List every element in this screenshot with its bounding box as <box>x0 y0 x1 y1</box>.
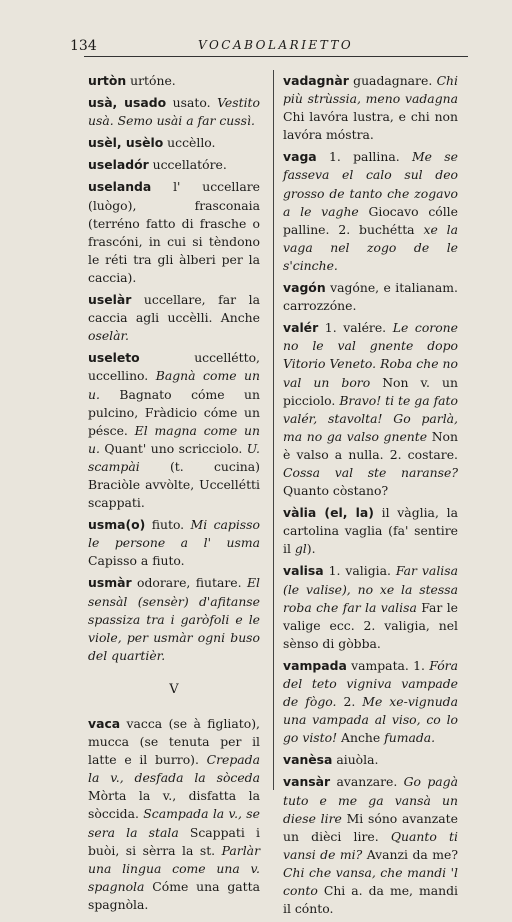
definition-text: Bagnato cóme un pulcino, Fràdicio cóme un pésce. <box>88 386 260 438</box>
example-text: Far valisa (le valise), no xe la stessa roba che far la valisa <box>283 563 458 615</box>
dictionary-entry <box>283 773 458 918</box>
headword: vagón <box>283 280 326 296</box>
dictionary-entry <box>88 72 260 90</box>
headword: urtòn <box>88 73 127 88</box>
dictionary-entry <box>88 349 260 512</box>
definition-text: odorare, fiutare. <box>131 575 247 591</box>
dictionary-entry <box>283 279 458 315</box>
example-text: gl <box>294 541 307 557</box>
dictionary-entry <box>88 291 260 345</box>
left-v-entries <box>88 715 260 914</box>
example-text: Me xe-vignuda una vampada al viso, co lo go visto! <box>283 694 458 746</box>
definition-text: 1. valére. <box>318 320 393 336</box>
dictionary-entry <box>88 134 260 152</box>
definition-text: Non è valso a nulla. 2. costare. <box>283 428 458 462</box>
headword: uselàr <box>88 292 132 308</box>
example-text: U. scampài <box>88 440 260 474</box>
headword: vansàr <box>283 774 331 790</box>
definition-text: Giocavo cólle palline. 2. buchétta <box>283 203 458 237</box>
example-text: Le corone no le val gnente dopo Vitorio Veneto. Roba che no val un boro <box>283 320 458 390</box>
definition-text: Avanzi da me? <box>362 846 458 862</box>
definition-text: vagóne, e italianam. carrozzóne. <box>283 280 458 314</box>
definition-text: avanzare. <box>330 774 404 790</box>
definition-text: uccellare, far la caccia agli uccèlli. Anche <box>88 292 260 326</box>
dictionary-entry <box>88 94 260 130</box>
example-text: El magna come un u. <box>88 422 260 456</box>
right-column <box>283 72 458 922</box>
example-text: Parlàr una lingua come una v. spagnola <box>88 842 260 894</box>
headword: usèl, usèlo <box>88 135 164 151</box>
definition-text: vampata. 1. <box>346 657 430 673</box>
headword: useladór <box>88 157 149 173</box>
headword: valér <box>283 320 319 336</box>
header-rule <box>84 56 468 57</box>
example-text: Chi più strùssia, meno vadagna <box>283 73 458 107</box>
headword: vaca <box>88 716 121 731</box>
right-entries <box>283 72 458 918</box>
example-text: Bravo! ti te ga fato valér, stavolta! Go parlà, ma no ga valso gnente <box>283 392 458 444</box>
example-text: xe la vaga nel zogo de le s'cinche. <box>283 221 459 273</box>
dictionary-entry <box>88 156 260 174</box>
definition-text: uccellatóre. <box>148 157 227 173</box>
definition-text: Capisso a fiuto. <box>88 553 185 569</box>
headword: usma(o) <box>88 517 146 533</box>
dictionary-entry <box>88 516 260 570</box>
dictionary-entry <box>283 504 458 558</box>
example-text: Go pagà tuto e me ga vansà un diese lire <box>283 774 458 826</box>
example-text: Fóra del teto vigniva vampade de fògo. <box>283 657 458 710</box>
definition-text: 2. <box>336 694 363 710</box>
example-text: Me se fasseva el calo sul deo grosso de tanto che zogavo a le vaghe <box>283 149 458 219</box>
dictionary-entry <box>283 657 458 747</box>
dictionary-entry <box>283 72 458 144</box>
definition-text: ). <box>306 541 316 557</box>
definition-text: Mi sóno avanzate un dièci lire. <box>283 810 458 844</box>
headword: vaga <box>283 149 317 165</box>
page-number: 134 <box>70 38 97 54</box>
example-text: Vestito usà. Semo usài a far cussì. <box>88 95 260 129</box>
headword: vanèsa <box>283 752 333 768</box>
definition-text: fiuto. <box>145 517 191 533</box>
column-divider <box>273 70 274 790</box>
example-text: Chi che vansa, che mandi 'l conto <box>283 864 458 899</box>
definition-text: (t. cucina) Braciòle avvòlte, Uccellétti scappati. <box>88 458 260 511</box>
definition-text: Scappati i buòi, si sèrra la st. <box>88 824 260 858</box>
headword: valisa <box>283 563 324 579</box>
running-title: VOCABOLARIETTO <box>198 38 354 52</box>
example-text: Bagnà come un u. <box>88 368 260 402</box>
definition-text: Quant' uno scricciolo. <box>99 440 247 456</box>
definition-text: 1. valigia. <box>323 563 396 579</box>
definition-text: uccellétto, uccellino. <box>88 350 260 384</box>
definition-text: uccèllo. <box>163 135 216 151</box>
definition-text: urtóne. <box>126 73 176 88</box>
definition-text: Far le valige ecc. 2. valigia, nel sènso di gòbba. <box>283 599 458 651</box>
definition-text: guadagnare. <box>348 73 437 88</box>
definition-text: Mòrta la v., disfatta la sòccida. <box>88 788 260 822</box>
left-column <box>88 72 260 918</box>
headword: vadagnàr <box>283 73 349 88</box>
definition-text: vacca (se à figliato), mucca (se tenuta per il latte e il burro). <box>88 716 260 768</box>
dictionary-entry <box>283 751 458 769</box>
headword: vampada <box>283 657 347 673</box>
example-text: fumada. <box>384 730 436 746</box>
headword: useleto <box>88 350 140 366</box>
example-text: El sensàl (sensèr) d'afitanse spassiza tra i garòfoli e le viole, per usmàr ogni buso del quartièr. <box>88 575 260 663</box>
example-text: Crepada la v., desfada la sòceda <box>88 752 260 786</box>
dictionary-entry <box>283 319 458 500</box>
example-text: Mi capisso le persone a l' usma <box>88 517 260 551</box>
section-letter: V <box>169 681 179 697</box>
example-text: Cossa val ste naranse? <box>283 464 458 480</box>
dictionary-entry <box>283 148 458 275</box>
headword: vàlia (el, la) <box>283 505 374 521</box>
headword: usmàr <box>88 575 132 591</box>
dictionary-entry <box>88 574 260 664</box>
dictionary-entry <box>283 562 458 652</box>
definition-text: 1. pallina. <box>316 149 412 165</box>
definition-text: Anche <box>337 730 385 746</box>
example-text: oselàr. <box>88 328 130 344</box>
definition-text: Chi lavóra lustra, e chi non lavóra móstra. <box>283 109 458 143</box>
headword: usà, usado <box>88 95 167 111</box>
definition-text: Chi a. da me, mandi il cónto. <box>283 883 458 917</box>
headword: uselanda <box>88 179 152 195</box>
definition-text: il vàglia, la cartolina vaglia (fa' sentire il <box>283 505 458 557</box>
definition-text: aiuòla. <box>332 752 379 768</box>
definition-text: Cóme una gatta spagnòla. <box>88 878 260 912</box>
definition-text: l' uccellare (luògo), frasconaia (terréno fatto di frasche o frascóni, in cui si tèndono le réti tra gli àlberi per la caccia). <box>88 179 260 285</box>
dictionary-entry <box>88 715 260 914</box>
dictionary-entry <box>88 178 260 287</box>
definition-text: Non v. un picciolo. <box>283 374 458 408</box>
definition-text: Quanto còstano? <box>283 483 389 499</box>
example-text: Scampada la v., se sera la stala <box>88 806 261 840</box>
example-text: Quanto ti vansi de mi? <box>283 828 459 862</box>
definition-text: usato. <box>166 95 218 111</box>
left-entries <box>88 72 260 665</box>
